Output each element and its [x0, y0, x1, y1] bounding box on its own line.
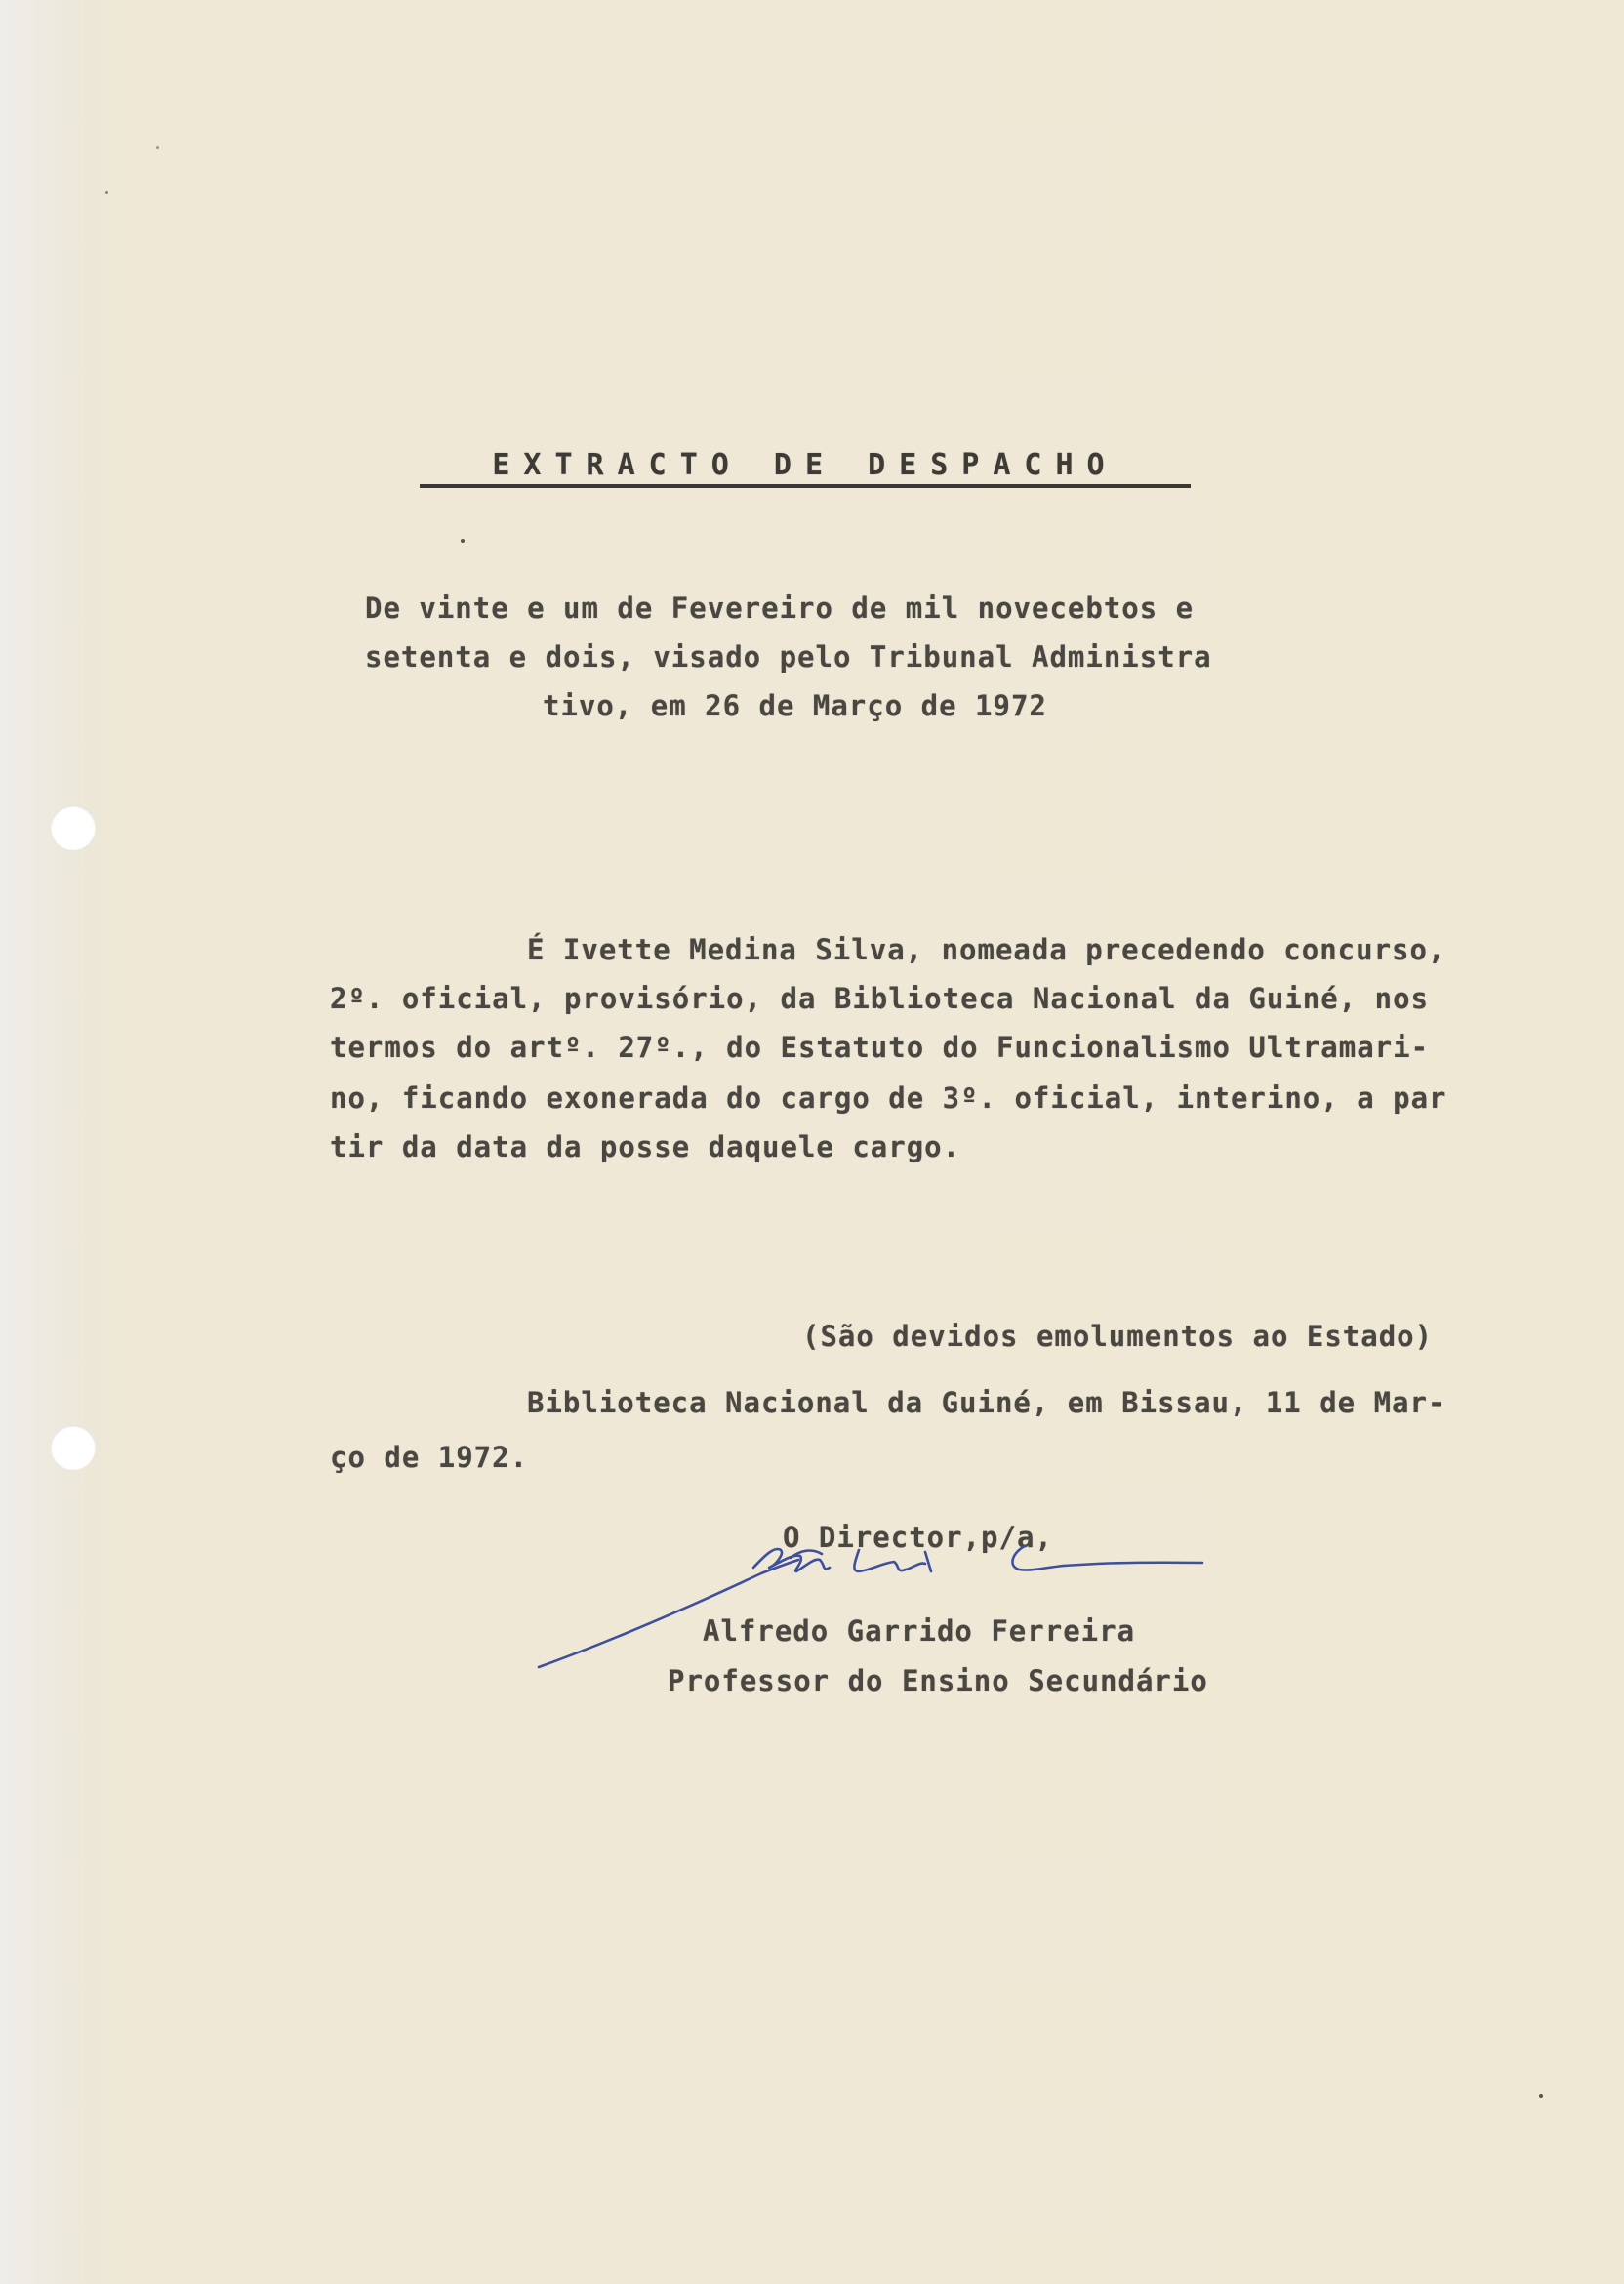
signatory-position: Professor do Ensino Secundário [668, 1664, 1208, 1697]
date-line-1: De vinte e um de Fevereiro de mil novecebtos e [365, 591, 1195, 625]
date-line-3: tivo, em 26 de Março de 1972 [543, 689, 1047, 722]
paper-speck [156, 146, 159, 149]
body-line-3: termos do artº. 27º., do Estatuto do Funcionalismo Ultramari- [330, 1031, 1430, 1064]
body-line-1: É Ivette Medina Silva, nomeada precedendo concurso, [527, 933, 1446, 966]
place-date-line-1: Biblioteca Nacional da Guiné, em Bissau, 11 de Mar- [527, 1386, 1446, 1419]
paper-speck [105, 191, 108, 194]
handwritten-signature [537, 1532, 1220, 1679]
punch-hole-bottom [51, 1425, 96, 1470]
body-line-2: 2º. oficial, provisório, da Biblioteca Nacional da Guiné, nos [330, 982, 1430, 1015]
body-line-5: tir da data da posse daquele cargo. [330, 1130, 961, 1163]
paper-speck [1539, 2094, 1543, 2098]
document-title: EXTRACTO DE DESPACHO [420, 449, 1191, 488]
paper-edge-shade [0, 0, 93, 2284]
paper-speck [461, 539, 465, 543]
closing-role: O Director,p/a, [783, 1521, 1053, 1554]
punch-hole-top [51, 805, 96, 850]
fees-note: (São devidos emolumentos ao Estado) [802, 1320, 1434, 1353]
place-date-line-2: ço de 1972. [330, 1441, 529, 1474]
body-line-4: no, ficando exonerada do cargo de 3º. oficial, interino, a par [330, 1081, 1447, 1115]
signatory-name: Alfredo Garrido Ferreira [703, 1614, 1136, 1648]
date-line-2: setenta e dois, visado pelo Tribunal Administra [365, 640, 1212, 673]
